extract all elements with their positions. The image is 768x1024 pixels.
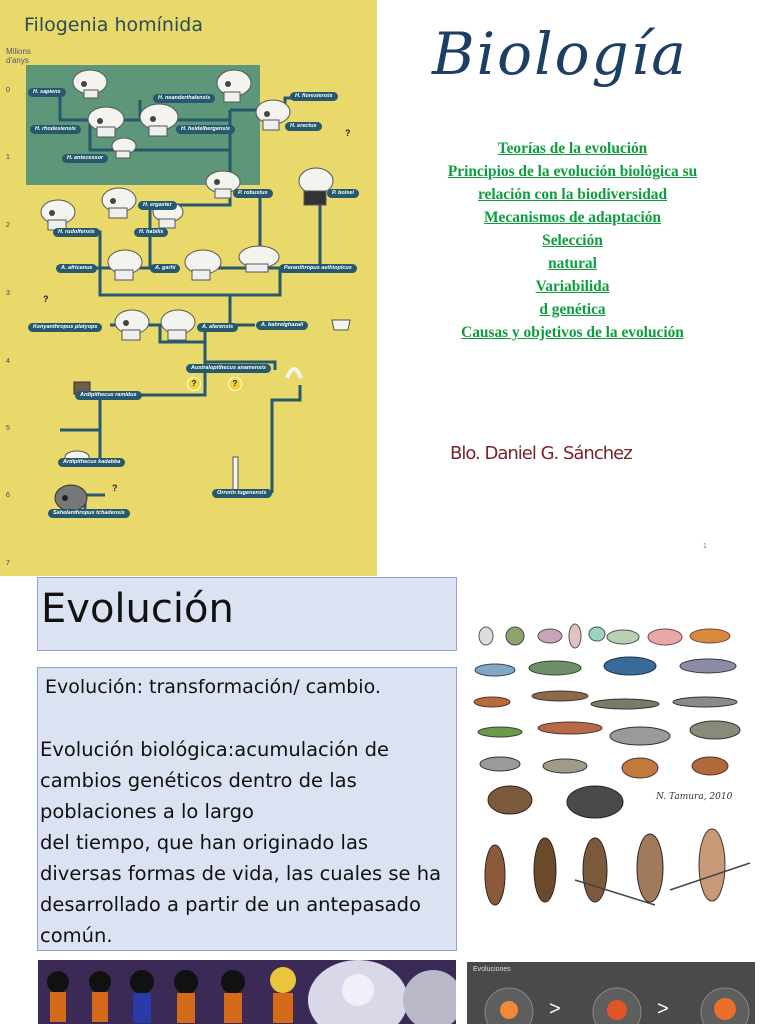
unknown-link-mark: ? xyxy=(345,128,351,138)
species-label: H. floresiensis xyxy=(290,92,338,101)
species-label: H. antecessor xyxy=(62,154,108,163)
topic-link[interactable]: Mecanismos de adaptación xyxy=(484,209,661,226)
definition-line: poblaciones a lo largo xyxy=(40,800,254,823)
skull-icon xyxy=(236,244,282,274)
tick-4: 4 xyxy=(6,358,10,365)
species-label: Orrorin tugenensis xyxy=(212,489,272,498)
skull-icon xyxy=(112,308,152,342)
evolution-chain-image xyxy=(467,962,755,1024)
skull-icon xyxy=(38,198,78,232)
species-label: H. habilis xyxy=(134,228,168,237)
species-label: Paranthropus aethiopicus xyxy=(279,264,357,273)
species-label: A. africanus xyxy=(56,264,97,273)
species-label: A. bahrelghazali xyxy=(256,321,308,330)
unknown-link-mark: ? xyxy=(187,377,201,391)
species-label: H. erectus xyxy=(285,122,322,131)
definition-line: del tiempo, que han originado las xyxy=(40,831,369,854)
character-sprites-image xyxy=(38,960,456,1024)
topic-link[interactable]: natural xyxy=(548,255,597,272)
definition-line: desarrollado a partir de un antepasado xyxy=(40,893,421,916)
topic-link[interactable]: Teorías de la evolución xyxy=(497,140,648,157)
definition-line: Evolución biológica:acumulación de xyxy=(40,738,390,761)
evolution-illustration xyxy=(470,620,755,935)
slide-title: Biología xyxy=(432,20,688,88)
tick-6: 6 xyxy=(6,492,10,499)
skull-icon xyxy=(296,165,336,207)
unknown-link-mark: ? xyxy=(43,294,49,304)
tick-2: 2 xyxy=(6,222,10,229)
topic-list xyxy=(405,137,740,344)
tick-5: 5 xyxy=(6,425,10,432)
species-label: Australopithecus anamensis xyxy=(186,364,271,373)
skull-icon xyxy=(85,105,127,139)
species-label: Sahelanthropus tchadensis xyxy=(48,509,130,518)
skull-icon xyxy=(158,308,198,342)
species-label: Ardipithecus ramidus xyxy=(75,391,142,400)
definition-line: cambios genéticos dentro de las xyxy=(40,769,357,792)
topic-link[interactable]: d genética xyxy=(539,301,606,318)
biological-definition xyxy=(40,734,452,951)
jaw-fragment-icon xyxy=(284,360,304,380)
skull-icon xyxy=(105,248,145,282)
femur-icon xyxy=(228,455,242,493)
species-label: A. afarensis xyxy=(197,323,238,332)
species-label: P. robustus xyxy=(233,189,273,198)
topic-link[interactable]: Causas y objetivos de la evolución xyxy=(461,324,684,341)
page-number: 1 xyxy=(703,543,707,550)
species-label: H. rhodesiensis xyxy=(30,125,81,134)
evolution-definition-box xyxy=(37,667,457,951)
species-label: P. boisei xyxy=(327,189,359,198)
topic-link[interactable]: relación con la biodiversidad xyxy=(477,186,668,203)
jaw-fragment-icon xyxy=(330,318,352,332)
skull-icon xyxy=(214,68,254,104)
species-label: H. sapiens xyxy=(28,88,66,97)
arrow-icon: > xyxy=(657,998,669,1020)
unknown-link-mark: ? xyxy=(112,483,118,493)
definition-line: común. xyxy=(40,924,113,947)
skull-icon xyxy=(182,248,224,282)
species-label: H. neanderthalensis xyxy=(153,94,215,103)
goku-transformations-strip xyxy=(38,960,456,1024)
topic-link[interactable]: Variabilida xyxy=(535,278,610,295)
tick-7: 7 xyxy=(6,560,10,567)
skull-icon xyxy=(99,186,139,220)
skull-icon xyxy=(137,102,181,138)
time-axis-label: Milions d'anys xyxy=(6,47,31,65)
topic-link[interactable]: Selección xyxy=(542,232,603,249)
author-name: Blo. Daniel G. Sánchez xyxy=(450,443,632,464)
evolution-title-box xyxy=(37,577,457,651)
tick-1: 1 xyxy=(6,154,10,161)
species-label: H. ergaster xyxy=(138,201,177,210)
short-definition: Evolución: transformación/ cambio. xyxy=(45,676,381,698)
species-label: Kenyanthropus platyops xyxy=(28,323,102,332)
species-label: A. garhi xyxy=(150,264,180,273)
species-label: Ardipithecus kadabba xyxy=(58,458,125,467)
skull-icon xyxy=(70,68,110,100)
arrow-icon: > xyxy=(549,998,561,1020)
tick-3: 3 xyxy=(6,290,10,297)
phylogeny-figure xyxy=(0,0,377,576)
skull-icon xyxy=(110,136,138,160)
species-label: H. heidelbergensis xyxy=(176,125,235,134)
topic-link[interactable]: Principios de la evolución biológica su xyxy=(447,163,698,180)
unknown-link-mark: ? xyxy=(228,377,242,391)
organisms-illustration xyxy=(470,620,755,935)
illustration-credit: N. Tamura, 2010 xyxy=(656,792,733,802)
species-label: H. rudolfensis xyxy=(53,228,100,237)
pokemon-evolutions-panel xyxy=(467,962,755,1024)
evolution-heading: Evolución xyxy=(41,586,234,632)
definition-line: diversas formas de vida, las cuales se ha xyxy=(40,862,442,885)
tick-0: 0 xyxy=(6,87,10,94)
phylogeny-title: Filogenia homínida xyxy=(24,14,203,36)
evolutions-label: Evoluciones xyxy=(473,966,511,973)
